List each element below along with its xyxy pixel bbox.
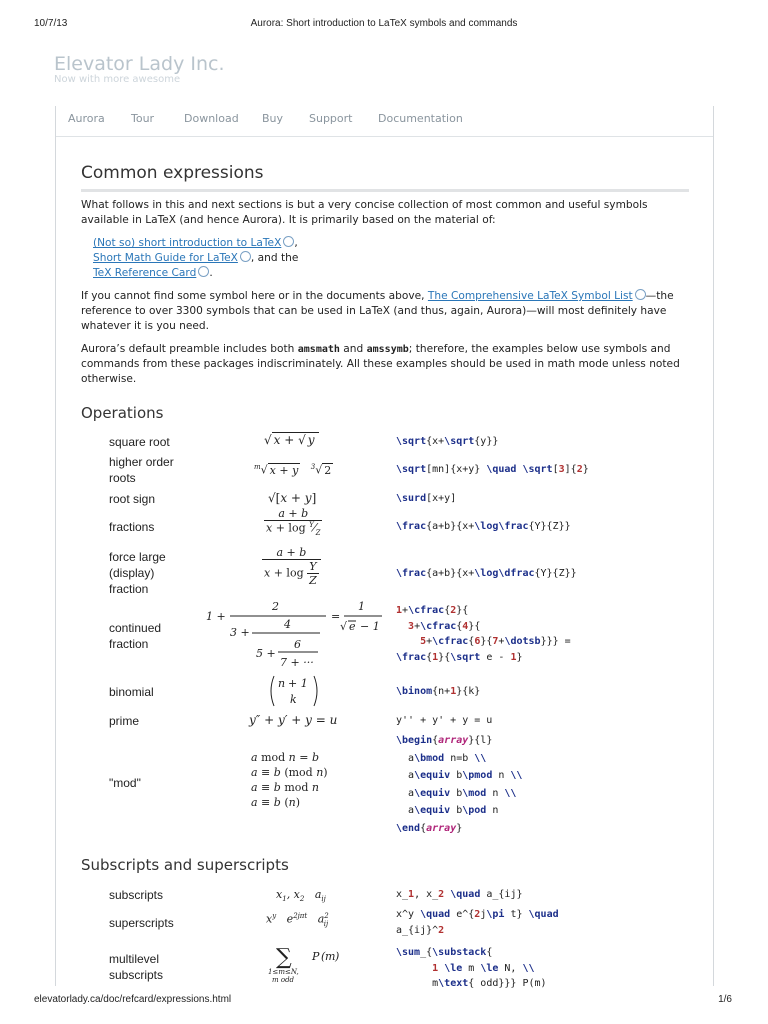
reference-links: (Not so) short introduction to LaTeX , Short Math Guide for LaTeX , and the TeX Reference Card . xyxy=(93,237,299,279)
svg-text:6: 6 xyxy=(294,638,301,651)
label-higher-order-roots: higher order roots xyxy=(109,455,174,485)
math-fraction: $\frac{a + b}{x + \log ^Y⁄_Z}$ xyxy=(266,507,321,537)
label-force-large-fraction: force large (display) fraction xyxy=(109,550,166,596)
svg-text:2: 2 xyxy=(272,600,279,613)
svg-text:∑: ∑ xyxy=(276,945,292,970)
nav-support[interactable]: Support xyxy=(309,112,353,125)
math-prime: y″ + y′ + y = u xyxy=(249,713,338,727)
print-header xyxy=(0,18,768,32)
math-continued-fraction xyxy=(206,600,386,675)
code-root-sign: \surd[x+y] xyxy=(396,493,457,504)
print-title: Aurora: Short introduction to LaTeX symbols and commands xyxy=(250,18,518,29)
label-fractions: fractions xyxy=(109,520,155,534)
svg-text:m: m xyxy=(325,950,336,963)
page-heading: Common expressions xyxy=(81,163,689,192)
code-higher-roots: \sqrt[mn]{x+y} \quad \sqrt[3]{2} xyxy=(396,464,589,475)
svg-text:k: k xyxy=(290,693,297,706)
svg-text:1 +: 1 + xyxy=(206,610,226,623)
binomial-drawing xyxy=(268,674,320,708)
link-lshort[interactable]: (Not so) short introduction to LaTeX xyxy=(93,237,282,249)
svg-text:− 1: − 1 xyxy=(360,620,380,633)
label-square-root: square root xyxy=(109,435,170,449)
section-operations: Operations xyxy=(81,404,164,422)
intro-paragraph-3: Aurora’s default preamble includes both amsmath and amssymb; therefore, the examples below use symbols and commands from these packages indiscriminately. All these examples should be used in math mode unless noted otherwise. xyxy=(81,343,680,385)
content-frame-left xyxy=(55,106,56,986)
intro-paragraph-1: What follows in this and next sections is but a very concise collection of most common and useful symbols available in LaTeX (and hence Aurora). It is primarily based on the material of: xyxy=(81,199,648,226)
label-root-sign: root sign xyxy=(109,492,156,506)
external-link-icon xyxy=(635,289,646,300)
nav-tour[interactable]: Tour xyxy=(131,112,155,125)
math-display-fraction: a + b x + log $\frac{Y}{Z}$ xyxy=(262,546,321,587)
svg-text:5 +: 5 + xyxy=(256,647,276,660)
label-multilevel-subscripts: multilevel subscripts xyxy=(109,952,164,982)
label-continued-fraction: continued fraction xyxy=(109,621,162,651)
continued-fraction-drawing xyxy=(206,600,386,672)
math-subscripts: $x_1$, $x_2$ $a_{ij}$ xyxy=(276,888,326,904)
code-prime: y'' + y' + y = u xyxy=(396,715,493,726)
label-binomial: binomial xyxy=(109,685,154,699)
svg-text:n: n xyxy=(278,677,286,690)
svg-text:3 +: 3 + xyxy=(230,626,250,639)
external-link-icon xyxy=(240,251,251,262)
math-multilevel xyxy=(268,942,348,989)
svg-text:√: √ xyxy=(340,620,348,633)
code-display-fraction: \frac{a+b}{x+\log\dfrac{Y}{Z}} xyxy=(396,568,577,579)
pkg-amsmath: amsmath xyxy=(297,344,340,355)
code-superscripts: x^y \quad e^{2j\pi t} \quad a_{ij}^2 xyxy=(396,909,559,936)
math-higher-roots: $^m$√ x + y $^3$√ 2 xyxy=(254,463,332,477)
print-date: 10/7/13 xyxy=(34,18,68,29)
label-mod: "mod" xyxy=(109,776,141,790)
link-comprehensive-symbol-list[interactable]: The Comprehensive LaTeX Symbol List xyxy=(427,290,633,302)
svg-text:4: 4 xyxy=(284,618,291,631)
math-root-sign: √[x + y] xyxy=(268,491,317,505)
multilevel-sum-drawing xyxy=(268,942,348,986)
code-subscripts: x_1, x_2 \quad a_{ij} xyxy=(396,889,523,900)
math-binomial xyxy=(268,674,320,711)
code-square-root: \sqrt{x+\sqrt{y}} xyxy=(396,436,499,447)
nav-documentation[interactable]: Documentation xyxy=(378,112,463,125)
svg-text:1≤m≤N,: 1≤m≤N, xyxy=(268,968,299,976)
math-square-root: √ x + √ y xyxy=(264,433,319,447)
print-url: elevatorlady.ca/doc/refcard/expressions.html xyxy=(34,994,232,1005)
print-page-number: 1/6 xyxy=(718,994,732,1005)
external-link-icon xyxy=(198,266,209,277)
svg-text:): ) xyxy=(335,950,340,963)
svg-text:7 + ···: 7 + ··· xyxy=(280,656,314,669)
svg-text:P: P xyxy=(312,950,320,963)
link-tex-refcard[interactable]: TeX Reference Card xyxy=(93,267,197,279)
code-multilevel: \sum_{\substack{ 1 \le m \le N, \\ m\text{ odd}}} P(m) xyxy=(396,947,547,989)
external-link-icon xyxy=(283,236,294,247)
math-mod: a mod n = b a ≡ b (mod n) a ≡ b mod n a ≡ b (n) xyxy=(251,751,328,809)
nav-download[interactable]: Download xyxy=(184,112,239,125)
link-short-math-guide[interactable]: Short Math Guide for LaTeX xyxy=(93,252,238,264)
svg-text:(: ( xyxy=(321,950,326,963)
section-subscripts: Subscripts and superscripts xyxy=(81,856,289,874)
code-continued-fraction: 1+\cfrac{2}{ 3+\cfrac{4}{ 5+\cfrac{6}{7+\dotsb}}} = \frac{1}{\sqrt e - 1} xyxy=(396,605,571,663)
svg-text:e: e xyxy=(349,620,356,633)
svg-text:+ 1: + 1 xyxy=(288,677,308,690)
intro-paragraph-2: If you cannot find some symbol here or in the documents above, The Comprehensive LaTeX Symbol List —the reference to over 3300 symbols that can be used in LaTeX (and thus, again, Aurora)—will most definitely have whatever it is you need. xyxy=(81,290,674,332)
content-frame-right xyxy=(713,106,714,986)
nav-aurora[interactable]: Aurora xyxy=(68,112,105,125)
svg-text:=: = xyxy=(331,610,341,623)
nav-buy[interactable]: Buy xyxy=(262,112,284,125)
code-mod: \begin{array}{l} a\bmod n=b \\ a\equiv b\pmod n \\ a\equiv b\mod n \\ a\equiv b\pod n \end{array} xyxy=(396,735,523,834)
math-superscripts: $x^y$ $e^{2j\pi t}$ $a^2_{ij}$ xyxy=(266,912,329,928)
main-nav xyxy=(56,104,713,137)
svg-text:1: 1 xyxy=(358,600,365,613)
label-subscripts: subscripts xyxy=(109,888,164,902)
code-fraction: \frac{a+b}{x+\log\frac{Y}{Z}} xyxy=(396,521,571,532)
svg-text:m odd: m odd xyxy=(272,976,295,984)
label-prime: prime xyxy=(109,714,140,728)
label-superscripts: superscripts xyxy=(109,916,174,930)
site-tagline: Now with more awesome xyxy=(54,74,181,85)
pkg-amssymb: amssymb xyxy=(366,344,409,355)
site-title[interactable]: Elevator Lady Inc. xyxy=(54,53,225,75)
code-binomial: \binom{n+1}{k} xyxy=(396,686,481,697)
